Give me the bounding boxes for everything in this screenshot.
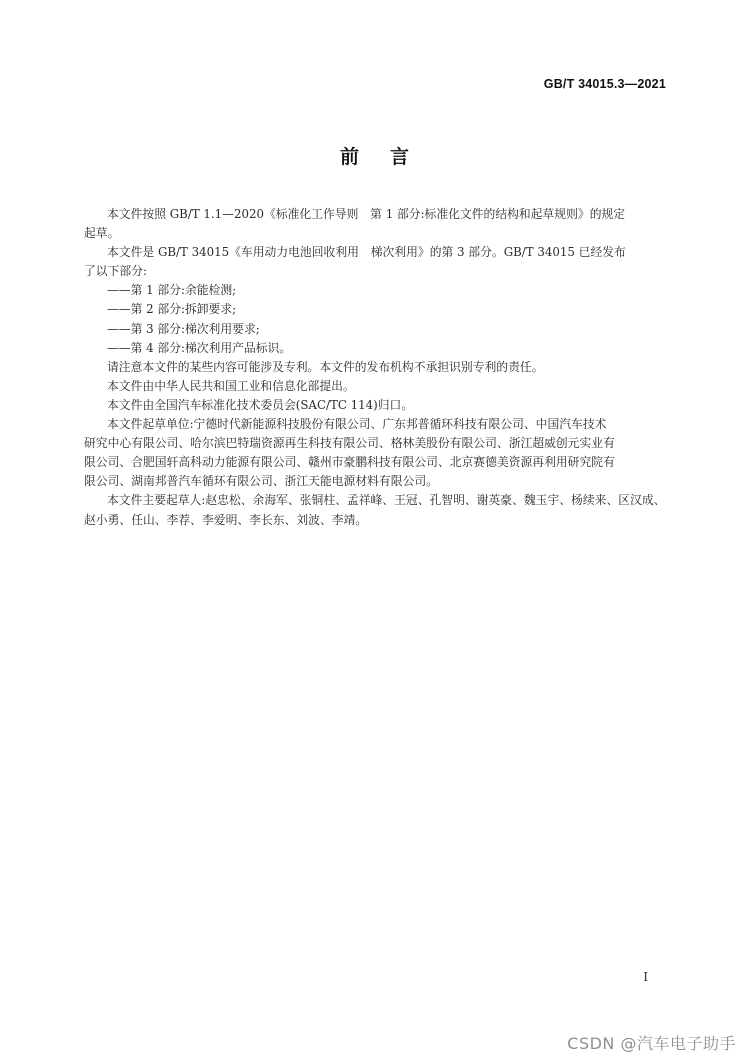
parts-list: [84, 281, 668, 357]
page-title: [0, 142, 750, 169]
paragraph-line: 研究中心有限公司、哈尔滨巴特瑞资源再生科技有限公司、格林美股份有限公司、浙江超威创元实业有: [84, 436, 615, 451]
title-char-2: 言: [390, 146, 411, 168]
paragraph-line: 本文件是 GB/T 34015《车用动力电池回收利用 梯次利用》的第 3 部分。GB/T 34015 已经发布: [107, 245, 626, 260]
list-item: ——第 1 部分:余能检测;: [107, 283, 237, 298]
list-item: ——第 4 部分:梯次利用产品标识。: [107, 340, 292, 355]
standard-number: GB/T 34015.3—2021: [543, 77, 666, 91]
paragraph-line: 本文件主要起草人:赵忠松、余海军、张铜柱、孟祥峰、王冠、孔智明、谢英豪、魏玉宇、杨续来、区汉成、: [107, 493, 666, 508]
list-item: ——第 2 部分:拆卸要求;: [107, 302, 237, 317]
paragraph-line: 限公司、湖南邦普汽车循环有限公司、浙江天能电源材料有限公司。: [84, 474, 438, 489]
paragraph-drafting-rules: [84, 205, 668, 243]
paragraph-line: 本文件起草单位:宁德时代新能源科技股份有限公司、广东邦普循环科技有限公司、中国汽车技术: [107, 417, 607, 432]
list-item: ——第 3 部分:梯次利用要求;: [107, 321, 260, 336]
title-char-1: 前: [339, 146, 360, 168]
paragraph-line: 本文件按照 GB/T 1.1—2020《标准化工作导则 第 1 部分:标准化文件的结构和起草规则》的规定: [107, 207, 626, 221]
paragraph-drafting-units: [84, 415, 668, 491]
watermark: CSDN @汽车电子助手: [567, 1034, 736, 1053]
paragraph-managed-by: 本文件由全国汽车标准化技术委员会(SAC/TC 114)归口。: [107, 397, 414, 412]
paragraph-line: 限公司、合肥国轩高科动力能源有限公司、赣州市豪鹏科技有限公司、北京赛德美资源再利用研究院有: [84, 455, 615, 470]
paragraph-line: 赵小勇、任山、李荐、李爱明、李长东、刘波、李靖。: [84, 512, 368, 527]
paragraph-series-info: [84, 243, 668, 281]
paragraph-patent-notice: 请注意本文件的某些内容可能涉及专利。本文件的发布机构不承担识别专利的责任。: [107, 359, 544, 374]
foreword-body: [84, 205, 668, 530]
paragraph-proposed-by: 本文件由中华人民共和国工业和信息化部提出。: [107, 378, 355, 393]
paragraph-line: 了以下部分:: [84, 264, 147, 279]
paragraph-drafters: [84, 491, 668, 529]
page-number: I: [643, 970, 648, 984]
paragraph-line: 起草。: [84, 226, 120, 241]
